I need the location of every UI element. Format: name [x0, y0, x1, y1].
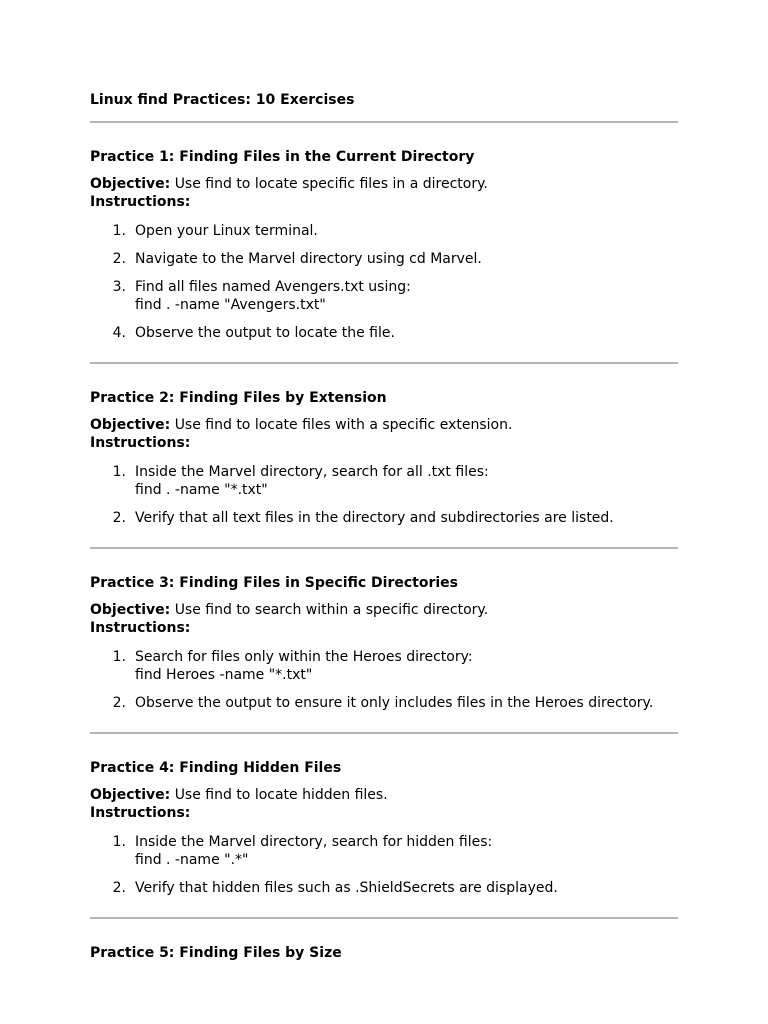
instruction-list	[90, 222, 678, 342]
step-text: Open your Linux terminal.	[135, 223, 318, 239]
command-text: find . -name "Avengers.txt"	[135, 297, 326, 313]
step-text: Search for files only within the Heroes directory:	[135, 649, 473, 665]
instructions-label: Instructions:	[90, 194, 191, 210]
instruction-list	[90, 463, 678, 527]
practice-title: Practice 1: Finding Files in the Current Directory	[90, 149, 475, 165]
objective-text: Use find to locate specific files in a directory.	[174, 176, 488, 192]
list-number: 2.	[112, 251, 126, 267]
objective-label: Objective:	[90, 602, 171, 618]
objective-label: Objective:	[90, 787, 171, 803]
step-text: Observe the output to ensure it only includes files in the Heroes directory.	[135, 695, 654, 711]
list-item	[90, 694, 678, 712]
objective-line	[90, 175, 678, 193]
step-text: Verify that hidden files such as .ShieldSecrets are displayed.	[135, 880, 558, 896]
objective-line	[90, 416, 678, 434]
document-title: Linux find Practices: 10 Exercises	[90, 92, 355, 108]
list-item	[90, 509, 678, 527]
list-number: 1.	[112, 649, 126, 665]
list-item	[90, 222, 678, 240]
list-number: 4.	[112, 325, 126, 341]
list-item	[90, 648, 678, 684]
practice-section-1	[90, 123, 678, 362]
step-text: Inside the Marvel directory, search for hidden files:	[135, 834, 493, 850]
instruction-list	[90, 833, 678, 897]
objective-text: Use find to locate hidden files.	[174, 787, 388, 803]
list-item	[90, 879, 678, 897]
instructions-label: Instructions:	[90, 805, 191, 821]
list-number: 2.	[112, 695, 126, 711]
step-text: Observe the output to locate the file.	[135, 325, 395, 341]
list-item	[90, 278, 678, 314]
practice-section-3	[90, 549, 678, 732]
objective-line	[90, 601, 678, 619]
list-number: 1.	[112, 223, 126, 239]
practice-title: Practice 5: Finding Files by Size	[90, 945, 342, 961]
command-text: find Heroes -name "*.txt"	[135, 667, 313, 683]
step-text: Find all files named Avengers.txt using:	[135, 279, 411, 295]
practice-title: Practice 3: Finding Files in Specific Directories	[90, 575, 459, 591]
instructions-label: Instructions:	[90, 620, 191, 636]
list-number: 1.	[112, 834, 126, 850]
list-item	[90, 463, 678, 499]
list-number: 3.	[112, 279, 126, 295]
list-number: 2.	[112, 880, 126, 896]
instruction-list	[90, 648, 678, 712]
practice-title: Practice 2: Finding Files by Extension	[90, 390, 387, 406]
list-item	[90, 833, 678, 869]
command-text: find . -name ".*"	[135, 852, 249, 868]
list-item	[90, 324, 678, 342]
practice-section-2	[90, 364, 678, 547]
list-number: 2.	[112, 510, 126, 526]
list-item	[90, 250, 678, 268]
objective-line	[90, 786, 678, 804]
list-number: 1.	[112, 464, 126, 480]
objective-label: Objective:	[90, 176, 171, 192]
document-body	[90, 91, 678, 981]
instructions-label: Instructions:	[90, 435, 191, 451]
step-text: Verify that all text files in the directory and subdirectories are listed.	[135, 510, 614, 526]
practice-section-4	[90, 734, 678, 917]
objective-text: Use find to locate files with a specific extension.	[174, 417, 513, 433]
step-text: Inside the Marvel directory, search for all .txt files:	[135, 464, 489, 480]
step-text: Navigate to the Marvel directory using cd Marvel.	[135, 251, 482, 267]
command-text: find . -name "*.txt"	[135, 482, 268, 498]
practice-title: Practice 4: Finding Hidden Files	[90, 760, 342, 776]
objective-text: Use find to search within a specific directory.	[174, 602, 489, 618]
practice-section-5	[90, 919, 678, 981]
objective-label: Objective:	[90, 417, 171, 433]
